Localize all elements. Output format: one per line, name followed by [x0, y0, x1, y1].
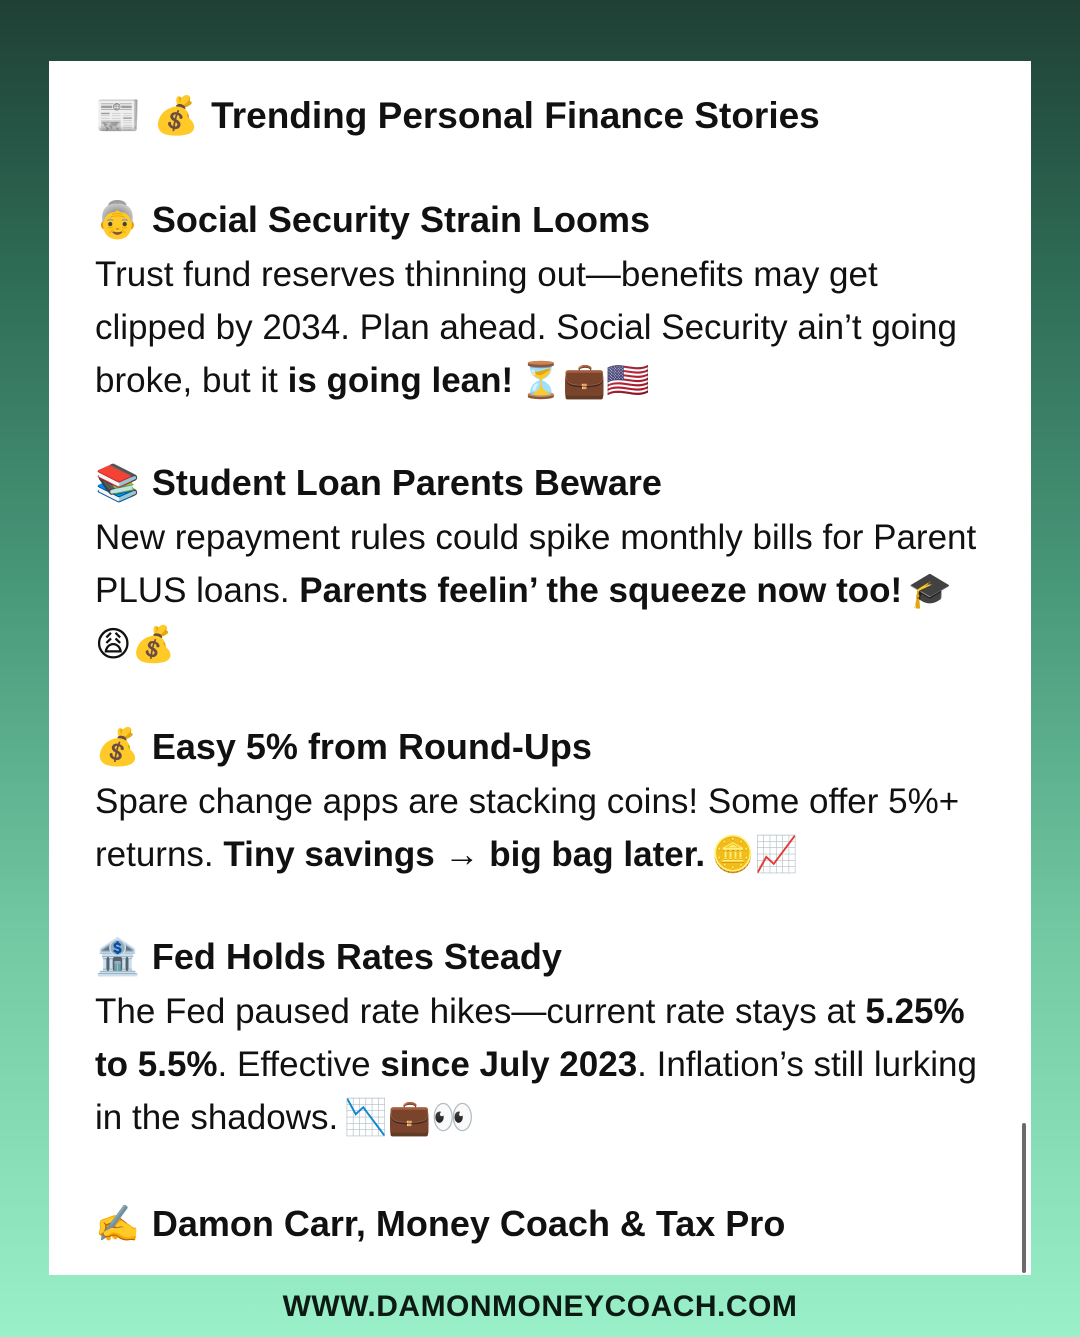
story-social-security	[95, 193, 985, 408]
story-body-text: New repayment rules could spike monthly bills for Parent PLUS loans.	[95, 518, 977, 610]
website-url[interactable]: WWW.DAMONMONEYCOACH.COM	[282, 1290, 798, 1323]
story-title-text: Fed Holds Rates Steady	[151, 936, 562, 977]
trail-icons	[711, 835, 798, 875]
signature-text: Damon Carr, Money Coach & Tax Pro	[151, 1203, 786, 1244]
eyes-icon: 👀	[431, 1098, 475, 1138]
story-body-emphasis: is going lean!	[287, 361, 514, 400]
graduation-cap-icon: 🎓	[908, 571, 952, 611]
story-body	[95, 248, 985, 408]
story-body-emphasis: Parents feelin’ the squeeze now too!	[299, 571, 903, 610]
scrollbar[interactable]	[1022, 1123, 1026, 1273]
story-body-text: Spare change apps are stacking coins! Some offer 5%+ returns.	[95, 782, 960, 874]
story-student-loans	[95, 456, 985, 672]
briefcase-icon: 💼	[387, 1098, 432, 1138]
money-bag-icon: 💰	[153, 94, 200, 137]
hourglass-icon: ⏳	[519, 361, 563, 401]
story-body-emphasis: Tiny savings → big bag later.	[223, 835, 706, 874]
writing-hand-icon: ✍️	[95, 1204, 140, 1245]
story-title-text: Student Loan Parents Beware	[151, 462, 662, 503]
author-signature	[95, 1197, 985, 1252]
page-title-text: Trending Personal Finance Stories	[211, 95, 820, 136]
story-body	[95, 511, 985, 672]
story-title	[95, 930, 985, 985]
elderly-person-icon: 👵	[95, 200, 140, 241]
story-title	[95, 193, 985, 248]
coin-icon: 🪙	[711, 835, 755, 875]
weary-face-icon: 😩	[95, 625, 132, 665]
story-round-ups	[95, 720, 985, 882]
post-card	[49, 61, 1031, 1275]
money-bag-icon: 💰	[95, 727, 140, 768]
story-title-text: Social Security Strain Looms	[151, 199, 650, 240]
story-body-text: . Inflation’s still lurking in the shadows.	[95, 1045, 977, 1137]
books-icon: 📚	[95, 463, 140, 504]
trail-icons	[519, 361, 650, 401]
story-title	[95, 456, 985, 511]
story-title	[95, 720, 985, 775]
story-fed-rates	[95, 930, 985, 1145]
story-body-text: Trust fund reserves thinning out—benefits may get clipped by 2034. Plan ahead. Social Security ain’t going broke, but it	[95, 255, 957, 400]
story-title-text: Easy 5% from Round-Ups	[151, 726, 592, 767]
story-body	[95, 985, 985, 1145]
story-body-text: The Fed paused rate hikes—current rate stays at	[95, 992, 866, 1031]
story-body	[95, 775, 985, 882]
newspaper-icon: 📰	[95, 94, 142, 137]
briefcase-icon: 💼	[562, 361, 607, 401]
effective-date: since July 2023	[380, 1045, 638, 1084]
page-title	[95, 87, 985, 145]
chart-up-icon: 📈	[754, 835, 799, 875]
money-bag-icon: 💰	[131, 625, 176, 665]
trail-icons	[344, 1098, 475, 1138]
rate-range: 5.25% to 5.5%	[95, 992, 965, 1084]
story-body-text: . Effective	[217, 1045, 381, 1084]
chart-down-icon: 📉	[344, 1098, 388, 1138]
bank-icon: 🏦	[95, 937, 140, 978]
us-flag-icon: 🇺🇸	[606, 361, 650, 401]
